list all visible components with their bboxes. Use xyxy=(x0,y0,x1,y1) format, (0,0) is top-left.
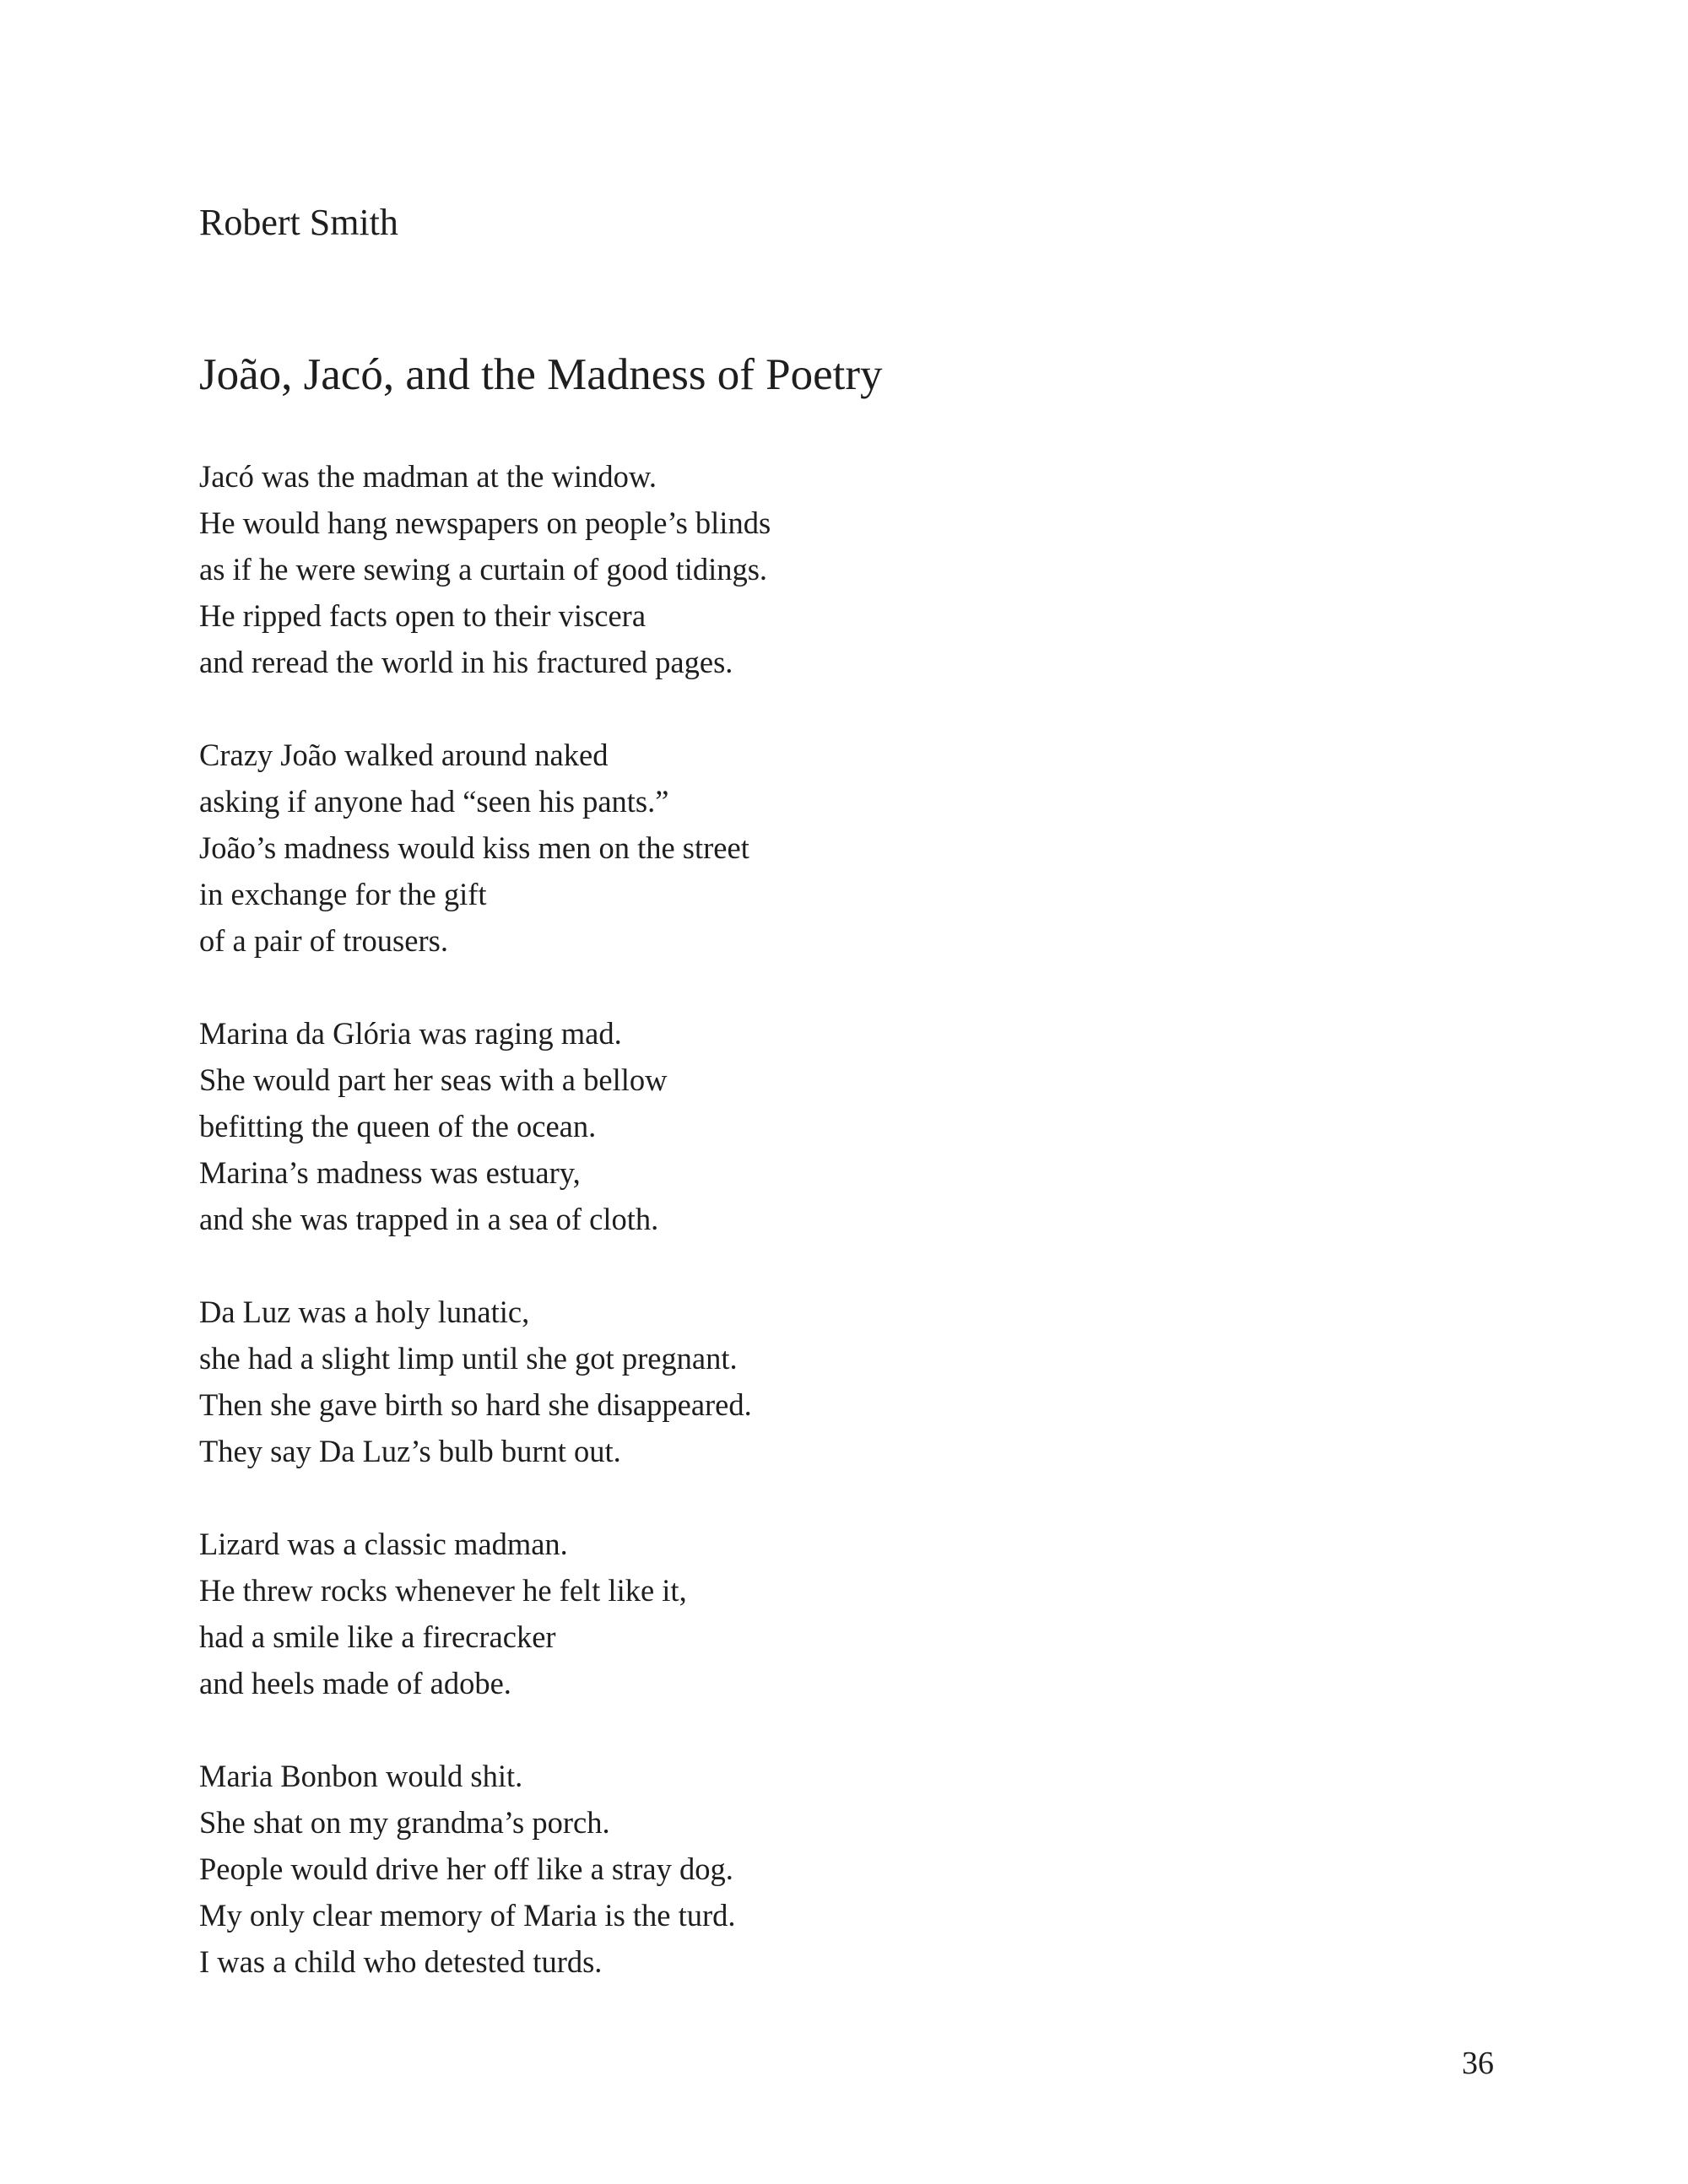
stanza xyxy=(199,1010,1465,1242)
poem-line: I was a child who detested turds. xyxy=(199,1944,603,1979)
poem-line: Crazy João walked around naked xyxy=(199,738,609,772)
poem-line: Marina’s madness was estuary, xyxy=(199,1155,581,1190)
poem-line: asking if anyone had “seen his pants.” xyxy=(199,784,669,819)
poem-line: Maria Bonbon would shit. xyxy=(199,1759,523,1793)
poem-line: He ripped facts open to their viscera xyxy=(199,598,647,633)
poem-line: in exchange for the gift xyxy=(199,877,487,911)
author-name: Robert Smith xyxy=(199,202,398,243)
poem-line: befitting the queen of the ocean. xyxy=(199,1109,597,1143)
poem-line: Jacó was the madman at the window. xyxy=(199,459,657,494)
stanza xyxy=(199,1753,1465,1985)
poem-line: had a smile like a firecracker xyxy=(199,1619,556,1654)
poem-line: she had a slight limp until she got pregnant. xyxy=(199,1341,738,1376)
poem-line: and she was trapped in a sea of cloth. xyxy=(199,1202,659,1236)
poem-line: My only clear memory of Maria is the turd. xyxy=(199,1898,736,1933)
stanza xyxy=(199,453,1465,685)
poem-title: João, Jacó, and the Madness of Poetry xyxy=(199,350,883,399)
poem-line: He would hang newspapers on people’s blinds xyxy=(199,505,771,540)
poem-line: Da Luz was a holy lunatic, xyxy=(199,1295,530,1329)
stanza xyxy=(199,1521,1465,1706)
poem-line: Marina da Glória was raging mad. xyxy=(199,1016,622,1051)
poem-line: Lizard was a classic madman. xyxy=(199,1527,568,1561)
poem-body xyxy=(199,453,1465,2031)
poem-line: She shat on my grandma’s porch. xyxy=(199,1805,610,1840)
page-number: 36 xyxy=(1462,2046,1494,2081)
stanza xyxy=(199,732,1465,964)
poem-line: João’s madness would kiss men on the street xyxy=(199,830,749,865)
poem-line: He threw rocks whenever he felt like it, xyxy=(199,1573,687,1608)
poem-line: People would drive her off like a stray dog. xyxy=(199,1852,733,1886)
poem-line: She would part her seas with a bellow xyxy=(199,1062,668,1097)
poem-line: Then she gave birth so hard she disappeared. xyxy=(199,1387,752,1422)
stanza xyxy=(199,1289,1465,1474)
poem-line: as if he were sewing a curtain of good tidings. xyxy=(199,552,768,587)
poem-line: of a pair of trousers. xyxy=(199,923,448,958)
poem-line: They say Da Luz’s bulb burnt out. xyxy=(199,1434,621,1468)
poem-line: and heels made of adobe. xyxy=(199,1666,511,1700)
poem-line: and reread the world in his fractured pages. xyxy=(199,645,733,679)
